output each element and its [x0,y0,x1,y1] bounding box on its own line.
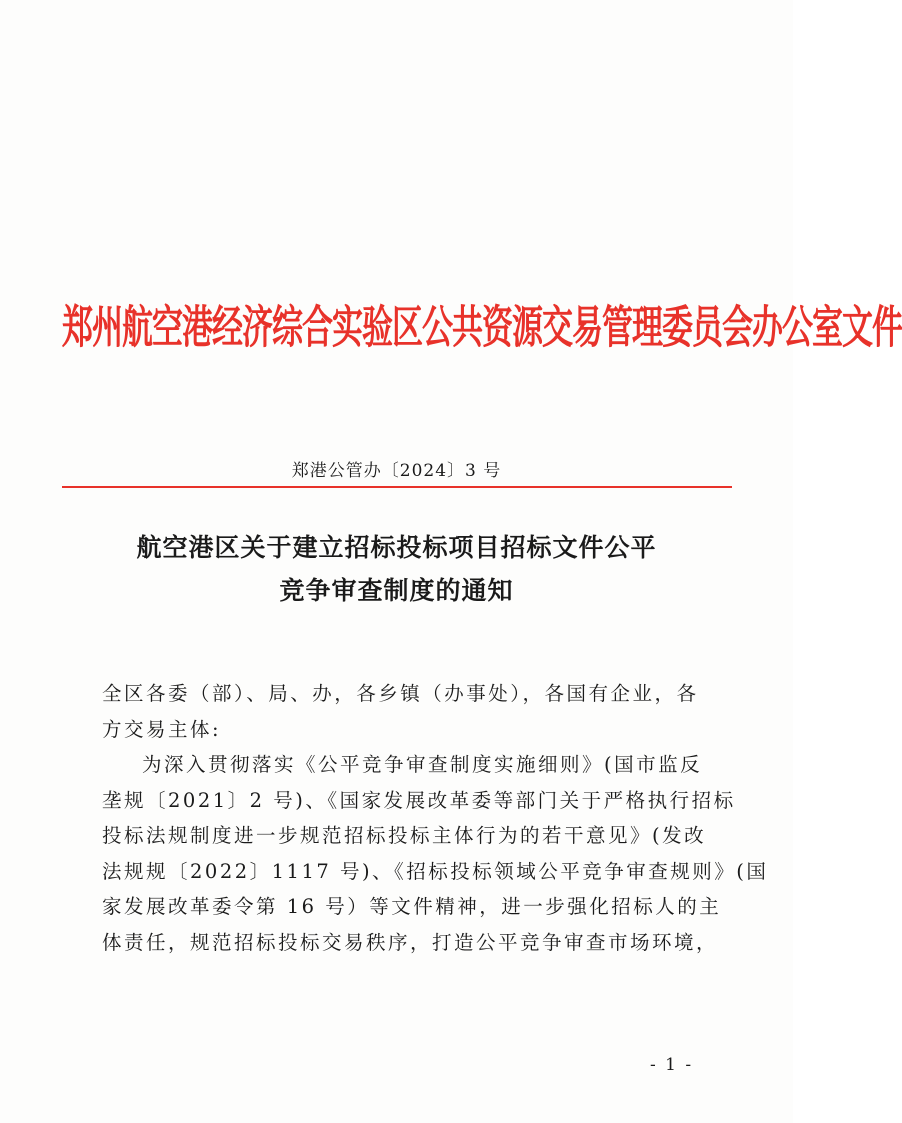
salutation-line-1: 全区各委（部）、局、办，各乡镇（办事处），各国有企业，各 [102,682,699,705]
red-divider [62,486,732,488]
body-paragraph [102,747,769,960]
issuer-heading: 郑州航空港经济综合实验区公共资源交易管理委员会办公室文件 [62,301,902,355]
body-line: 法规规〔2022〕1117 号)、《招标投标领域公平竞争审查规则》(国 [102,859,769,883]
document-title [80,526,713,612]
title-line-1: 航空港区关于建立招标投标项目招标文件公平 [136,533,657,562]
title-line-2: 竞争审查制度的通知 [279,576,514,605]
body-line: 投标法规制度进一步规范招标投标主体行为的若干意见》(发改 [102,824,707,847]
salutation [102,676,699,747]
body-line: 垄规〔2021〕2 号)、《国家发展改革委等部门关于严格执行招标 [102,788,736,812]
body-line: 体责任，规范招标投标交易秩序，打造公平竞争审查市场环境， [102,930,719,954]
document-number: 郑港公管办〔2024〕3 号 [291,461,502,481]
body-line: 为深入贯彻落实《公平竞争审查制度实施细则》(国市监反 [142,753,703,776]
page-number: - 1 - [650,1055,694,1075]
salutation-line-2: 方交易主体: [102,717,222,741]
body-line: 家发展改革委令第 16 号）等文件精神，进一步强化招标人的主 [102,895,722,918]
